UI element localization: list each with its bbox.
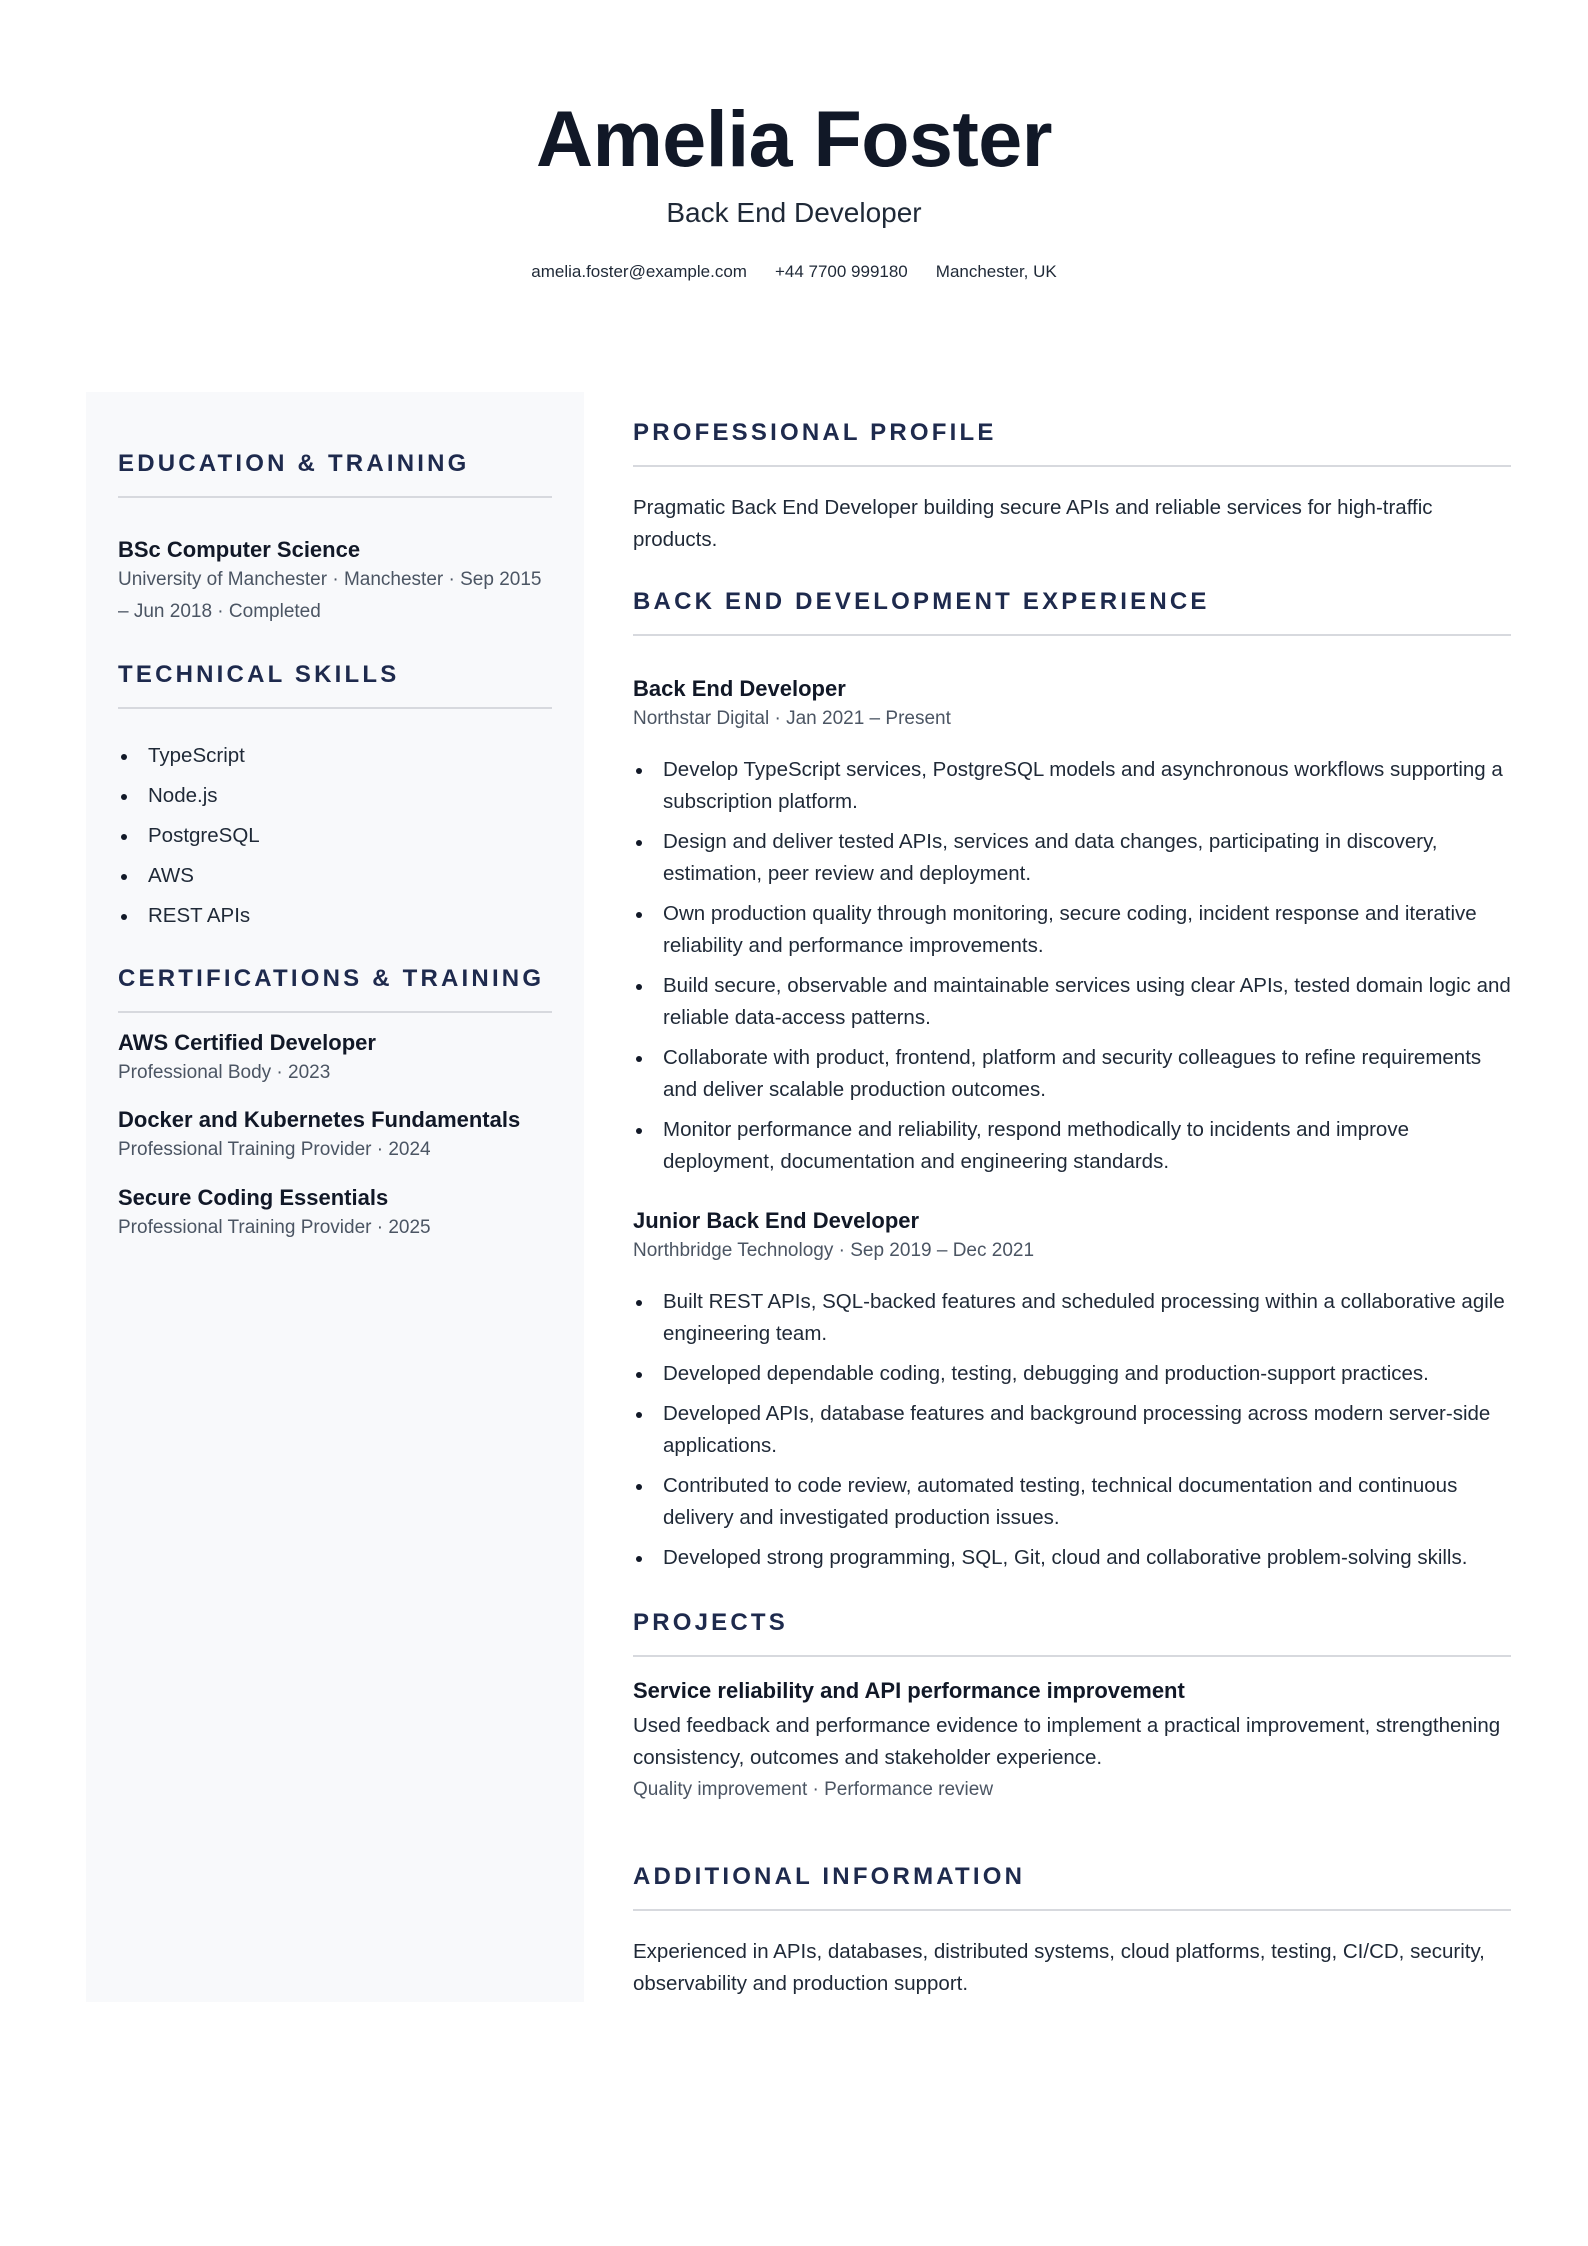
certification-meta: Professional Training Provider · 2024 xyxy=(118,1139,431,1160)
contact-line xyxy=(0,261,1588,283)
job-meta: Northstar Digital · Jan 2021 – Present xyxy=(633,708,951,729)
job-bullet: Developed APIs, database features and background processing across modern server-side applications. xyxy=(633,1398,1511,1462)
contact-email[interactable]: amelia.foster@example.com xyxy=(531,262,747,281)
profile-heading: PROFESSIONAL PROFILE xyxy=(633,419,997,446)
job-title: Back End Developer xyxy=(633,676,846,701)
job-bullets xyxy=(633,1286,1511,1582)
certification-meta: Professional Training Provider · 2025 xyxy=(118,1217,431,1238)
job-meta: Northbridge Technology · Sep 2019 – Dec 2021 xyxy=(633,1240,1035,1261)
skill-item: TypeScript xyxy=(118,740,552,772)
contact-phone[interactable]: +44 7700 999180 xyxy=(774,262,908,281)
education-divider xyxy=(118,496,552,498)
job-bullet: Build secure, observable and maintainable services using clear APIs, tested domain logic and reliable data-access patterns. xyxy=(633,970,1511,1034)
job-bullet: Develop TypeScript services, PostgreSQL models and asynchronous workflows supporting a subscription platform. xyxy=(633,754,1511,818)
candidate-name: Amelia Foster xyxy=(536,94,1052,183)
job-bullet: Developed strong programming, SQL, Git, cloud and collaborative problem-solving skills. xyxy=(633,1542,1511,1574)
project-name: Service reliability and API performance improvement xyxy=(633,1678,1185,1703)
sidebar xyxy=(86,392,584,2002)
experience-divider xyxy=(633,634,1511,636)
job-bullet: Contributed to code review, automated testing, technical documentation and continuous delivery and investigated production issues. xyxy=(633,1470,1511,1534)
job-bullet: Collaborate with product, frontend, platform and security colleagues to refine requirements and deliver scalable production outcomes. xyxy=(633,1042,1511,1106)
skill-item: Node.js xyxy=(118,780,552,812)
education-meta-line1: University of Manchester · Manchester · Sep 2015 xyxy=(118,569,542,590)
projects-divider xyxy=(633,1655,1511,1657)
skills-divider xyxy=(118,707,552,709)
additional-divider xyxy=(633,1909,1511,1911)
certifications-heading: CERTIFICATIONS & TRAINING xyxy=(118,965,545,992)
education-meta-line2: – Jun 2018 · Completed xyxy=(118,601,321,622)
job-title: Junior Back End Developer xyxy=(633,1208,920,1233)
job-bullet: Monitor performance and reliability, respond methodically to incidents and improve deployment, documentation and engineering standards. xyxy=(633,1114,1511,1178)
skills-list xyxy=(118,740,552,940)
job-bullets xyxy=(633,754,1511,1186)
project-tags: Quality improvement · Performance review xyxy=(633,1779,994,1800)
skill-item: PostgreSQL xyxy=(118,820,552,852)
certification-name: AWS Certified Developer xyxy=(118,1030,376,1055)
education-heading: EDUCATION & TRAINING xyxy=(118,450,470,477)
job-bullet: Built REST APIs, SQL-backed features and scheduled processing within a collaborative agile engineering team. xyxy=(633,1286,1511,1350)
job-bullet: Design and deliver tested APIs, services and data changes, participating in discovery, estimation, peer review and deployment. xyxy=(633,826,1511,890)
job-bullet: Own production quality through monitoring, secure coding, incident response and iterative reliability and performance improvements. xyxy=(633,898,1511,962)
certification-meta: Professional Body · 2023 xyxy=(118,1062,331,1083)
certifications-divider xyxy=(118,1011,552,1013)
skill-item: AWS xyxy=(118,860,552,892)
project-description: Used feedback and performance evidence to implement a practical improvement, strengthening consistency, outcomes and stakeholder experience. xyxy=(633,1714,1501,1769)
skills-heading: TECHNICAL SKILLS xyxy=(118,661,400,688)
profile-summary: Pragmatic Back End Developer building secure APIs and reliable services for high-traffic products. xyxy=(633,496,1433,551)
contact-location: Manchester, UK xyxy=(935,262,1057,281)
education-degree: BSc Computer Science xyxy=(118,537,361,562)
skill-item: REST APIs xyxy=(118,900,552,932)
candidate-title: Back End Developer xyxy=(666,197,922,228)
additional-heading: ADDITIONAL INFORMATION xyxy=(633,1863,1026,1890)
additional-text: Experienced in APIs, databases, distributed systems, cloud platforms, testing, CI/CD, security, observability and production support. xyxy=(633,1940,1485,1995)
projects-heading: PROJECTS xyxy=(633,1609,788,1636)
job-bullet: Developed dependable coding, testing, debugging and production-support practices. xyxy=(633,1358,1511,1390)
experience-heading: BACK END DEVELOPMENT EXPERIENCE xyxy=(633,588,1210,615)
certification-name: Docker and Kubernetes Fundamentals xyxy=(118,1107,521,1132)
profile-divider xyxy=(633,465,1511,467)
certification-name: Secure Coding Essentials xyxy=(118,1185,389,1210)
